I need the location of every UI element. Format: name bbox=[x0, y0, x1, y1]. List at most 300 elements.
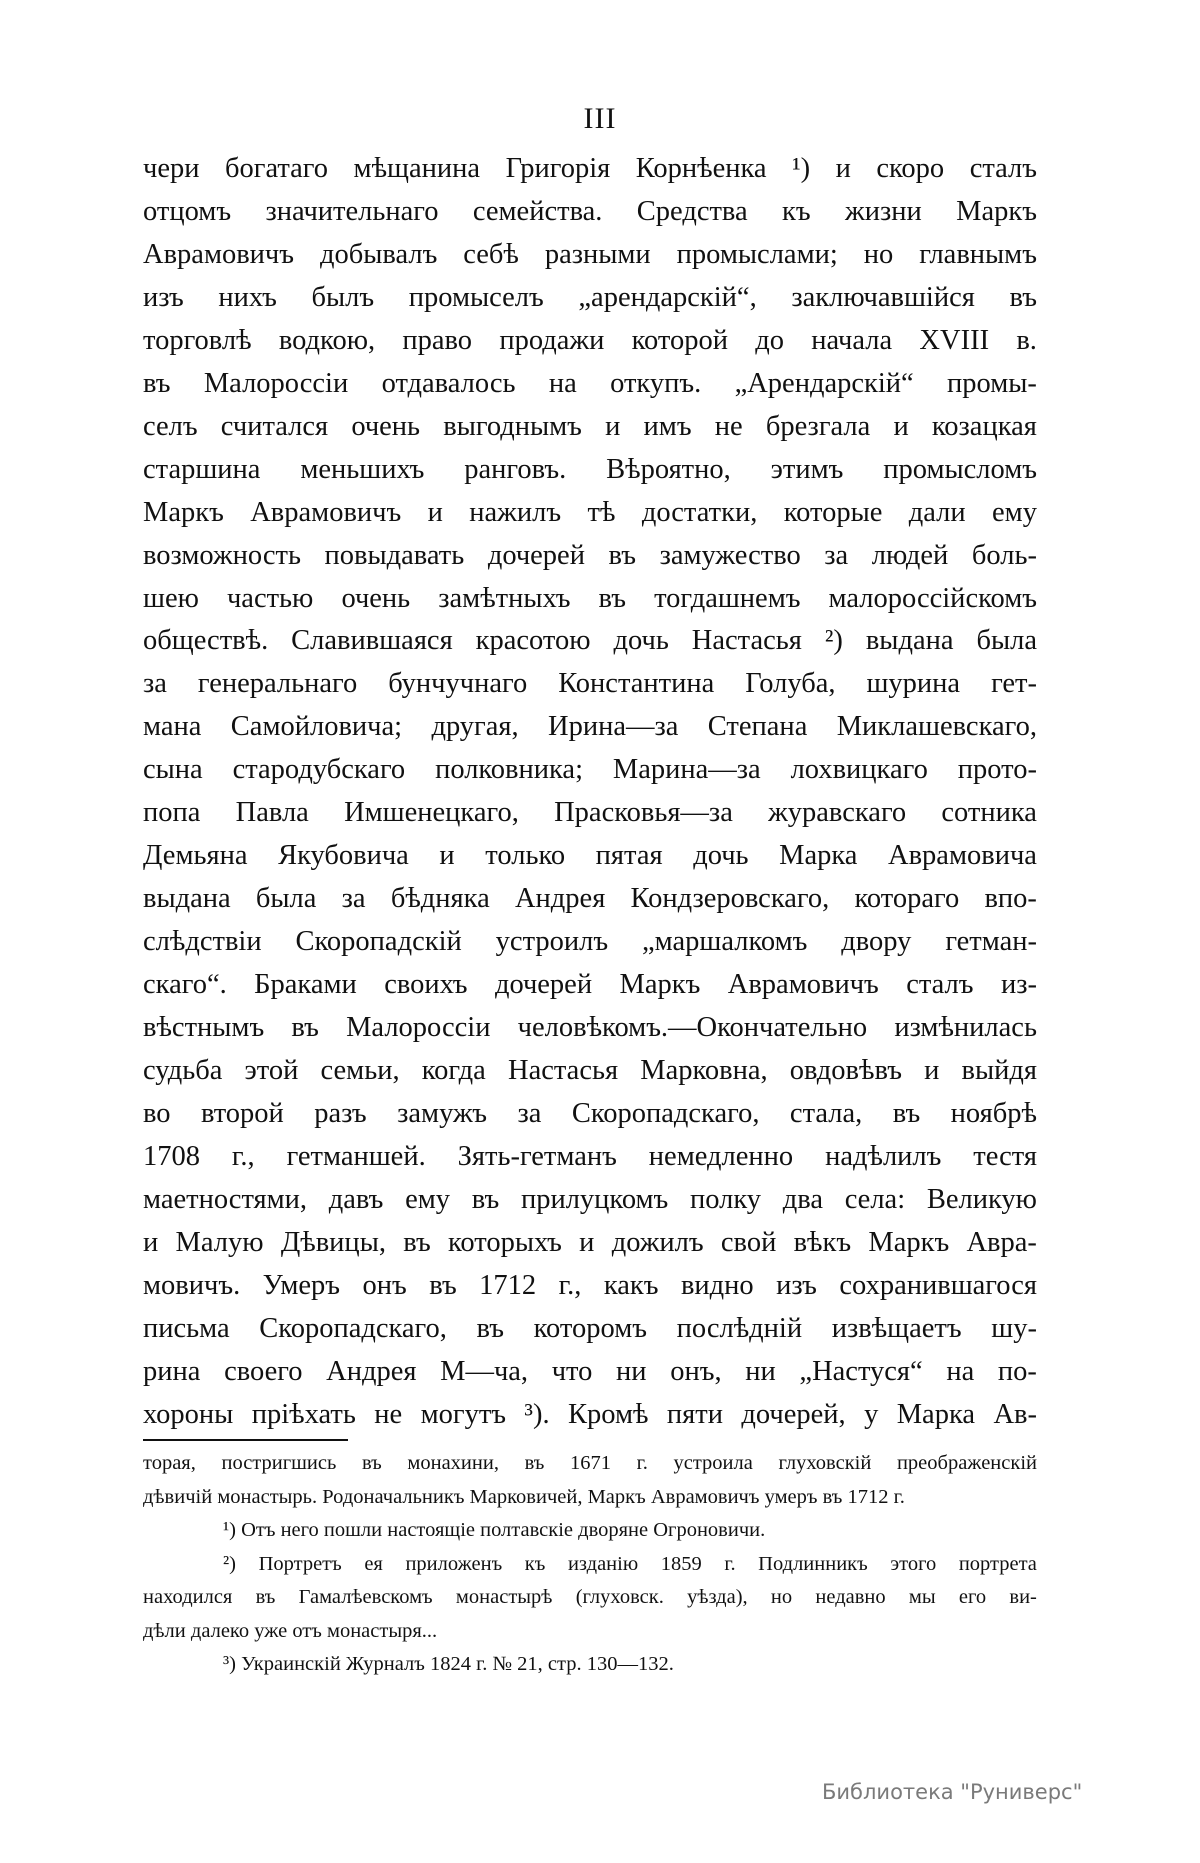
word: замѣтныхъ bbox=[438, 582, 571, 614]
word: своихъ bbox=[384, 969, 468, 1001]
word: в. bbox=[1016, 324, 1037, 356]
word: шу- bbox=[991, 1312, 1037, 1344]
word: Подлинникъ bbox=[758, 1552, 868, 1575]
word: извѣщаетъ bbox=[831, 1312, 962, 1344]
text-line bbox=[143, 1179, 1037, 1222]
word: скаго“. bbox=[143, 969, 227, 1001]
word: впо- bbox=[984, 883, 1037, 915]
word: до bbox=[755, 324, 785, 356]
word: сотника bbox=[941, 797, 1037, 829]
word: полку bbox=[690, 1183, 762, 1215]
word: Корнѣенка bbox=[635, 153, 767, 184]
word: жизни bbox=[845, 195, 922, 227]
word: Маркъ bbox=[143, 496, 224, 528]
word: „арендарскій“, bbox=[578, 281, 757, 313]
word: М—ча, bbox=[440, 1355, 529, 1387]
word: 1708 bbox=[143, 1140, 200, 1172]
word: видно bbox=[680, 1269, 754, 1301]
word: когда bbox=[421, 1055, 486, 1087]
word: дожилъ bbox=[611, 1226, 704, 1258]
word: не bbox=[714, 410, 743, 442]
word: обществѣ. bbox=[143, 625, 269, 657]
word: прилуцкомъ bbox=[520, 1183, 669, 1215]
word: XVIII bbox=[919, 324, 990, 356]
word: устроилъ bbox=[495, 926, 609, 958]
word: монахини, bbox=[407, 1452, 499, 1474]
word: въ bbox=[476, 1312, 505, 1344]
word: немедленно bbox=[648, 1140, 794, 1172]
word: Портретъ bbox=[258, 1552, 342, 1575]
word: ни bbox=[616, 1355, 647, 1387]
word: находился bbox=[143, 1586, 233, 1608]
word: повыдавать bbox=[324, 539, 465, 571]
text-line bbox=[143, 835, 1037, 878]
word: но bbox=[863, 238, 894, 270]
word: свой bbox=[720, 1226, 777, 1258]
word: судьба bbox=[143, 1055, 223, 1087]
word: журавскаго bbox=[768, 797, 907, 829]
word: ея bbox=[364, 1552, 383, 1575]
word: дали bbox=[908, 496, 966, 528]
word: Аврамовича bbox=[888, 840, 1037, 872]
word: 1712 bbox=[479, 1269, 537, 1301]
word: богатаго bbox=[225, 153, 329, 184]
word: Андрея bbox=[514, 883, 606, 915]
word: Браками bbox=[254, 969, 357, 1001]
word: изъ bbox=[143, 281, 184, 313]
word: ранговъ. bbox=[464, 453, 567, 485]
text-line bbox=[143, 878, 1037, 921]
footnotes bbox=[143, 1447, 1037, 1682]
word: боль- bbox=[971, 539, 1037, 571]
word: была bbox=[976, 625, 1037, 657]
word: Кромѣ bbox=[568, 1398, 649, 1430]
word: разъ bbox=[314, 1097, 367, 1129]
word: и bbox=[439, 840, 455, 872]
word: этого bbox=[890, 1552, 937, 1575]
word: Малую bbox=[175, 1226, 264, 1258]
word: Аврамовичъ bbox=[250, 496, 402, 528]
word: другая, bbox=[431, 711, 519, 743]
text-line bbox=[143, 191, 1037, 234]
word: за bbox=[341, 883, 366, 915]
word: право bbox=[402, 324, 473, 356]
word: ¹) bbox=[792, 153, 811, 184]
word: къ bbox=[524, 1552, 546, 1575]
text-line bbox=[143, 320, 1037, 363]
footnote-line: дѣвичій монастырь. Родоначальникъ Марковичей, Маркъ Аврамовичъ умеръ въ 1712 г. bbox=[143, 1485, 905, 1508]
word: Марка bbox=[779, 840, 858, 872]
word: частью bbox=[226, 582, 314, 614]
word: выдана bbox=[865, 625, 954, 657]
word: и bbox=[835, 153, 851, 184]
word: которые bbox=[783, 496, 883, 528]
text-line bbox=[143, 663, 1037, 706]
word: въ bbox=[524, 1452, 545, 1474]
word: нихъ bbox=[218, 281, 277, 313]
word: въ bbox=[608, 539, 637, 571]
word: сталъ bbox=[906, 969, 974, 1001]
word: семьи, bbox=[320, 1055, 400, 1087]
text-line bbox=[143, 1308, 1037, 1351]
word: рина bbox=[143, 1355, 201, 1387]
word: себѣ bbox=[463, 238, 519, 270]
word: Ав- bbox=[993, 1398, 1037, 1430]
word: вѣкъ bbox=[793, 1226, 852, 1258]
word: дочь bbox=[693, 840, 749, 872]
word: Гамалѣевскомъ bbox=[298, 1586, 433, 1608]
word: выгоднымъ bbox=[443, 410, 582, 442]
word: Прасковья—за bbox=[554, 797, 733, 829]
text-line bbox=[143, 792, 1037, 835]
word: и bbox=[893, 410, 909, 442]
word: въ bbox=[255, 1586, 276, 1608]
footnote-line: дѣли далеко уже отъ монастыря... bbox=[143, 1619, 438, 1642]
word: Павла bbox=[235, 797, 309, 829]
word: Якубовича bbox=[278, 840, 409, 872]
word: из- bbox=[1000, 969, 1037, 1001]
word: ему bbox=[992, 496, 1037, 528]
word: селъ bbox=[143, 410, 198, 442]
word: дочь bbox=[613, 625, 669, 657]
word: генеральнаго bbox=[197, 668, 358, 700]
word: г. bbox=[636, 1452, 648, 1474]
word: г. bbox=[724, 1552, 736, 1575]
word: замужество bbox=[659, 539, 801, 571]
word: отцомъ bbox=[143, 195, 232, 227]
word: Настасья bbox=[691, 625, 802, 657]
word: за bbox=[143, 668, 167, 700]
word: и bbox=[579, 1226, 595, 1258]
word: полковника; bbox=[435, 754, 584, 786]
word: этимъ bbox=[770, 453, 844, 485]
word: сына bbox=[143, 754, 203, 786]
word: козацкая bbox=[931, 410, 1037, 442]
word: въ bbox=[361, 1452, 382, 1474]
word: старшина bbox=[143, 453, 261, 485]
word: замужъ bbox=[397, 1097, 487, 1129]
word: Андрея bbox=[326, 1355, 417, 1387]
word: возможность bbox=[143, 539, 301, 571]
word: водкою, bbox=[278, 324, 376, 356]
word: людей bbox=[871, 539, 949, 571]
page-number: III bbox=[583, 102, 617, 135]
word: изданію bbox=[567, 1552, 639, 1575]
word: преображенскій bbox=[896, 1452, 1037, 1474]
word: г., bbox=[558, 1269, 582, 1301]
word: въ bbox=[143, 367, 171, 399]
word: скоро bbox=[876, 153, 945, 184]
word: послѣдній bbox=[676, 1312, 803, 1344]
word: малороссійскомъ bbox=[828, 582, 1037, 614]
word: красотою bbox=[475, 625, 591, 657]
word: ему bbox=[405, 1183, 451, 1215]
word: слѣдствіи bbox=[143, 926, 262, 958]
word: въ bbox=[892, 1097, 921, 1129]
text-line bbox=[143, 1136, 1037, 1179]
word: мѣщанина bbox=[353, 153, 481, 184]
word: которыхъ bbox=[447, 1226, 562, 1258]
word: дочерей, bbox=[741, 1398, 846, 1430]
text-line bbox=[143, 535, 1037, 578]
text-line bbox=[143, 277, 1037, 320]
word: въ bbox=[429, 1269, 457, 1301]
word: недавно bbox=[815, 1586, 886, 1608]
word: Славившаяся bbox=[291, 625, 453, 657]
word: Малороссіи bbox=[346, 1012, 491, 1044]
word: въ bbox=[291, 1012, 319, 1044]
word: не bbox=[374, 1398, 403, 1430]
word: Аврамовичъ bbox=[143, 238, 295, 270]
word: мовичъ. bbox=[143, 1269, 241, 1301]
word: своего bbox=[224, 1355, 303, 1387]
footnote-line bbox=[143, 1581, 1037, 1615]
word: но bbox=[770, 1586, 793, 1608]
word: гет- bbox=[991, 668, 1037, 700]
word: промы- bbox=[947, 367, 1037, 399]
word: Маркъ bbox=[868, 1226, 950, 1258]
word: хороны bbox=[143, 1398, 234, 1430]
word: гетманшей. bbox=[286, 1140, 426, 1172]
word: Средства bbox=[636, 195, 748, 227]
word: Григорія bbox=[505, 153, 611, 184]
word: Скоропадскаго, bbox=[259, 1312, 447, 1344]
text-line bbox=[143, 749, 1037, 792]
word: отдавалось bbox=[381, 367, 516, 399]
word: на bbox=[946, 1355, 975, 1387]
word: мана bbox=[143, 711, 202, 743]
word: ²) bbox=[824, 625, 843, 657]
word: Имшенецкаго, bbox=[344, 797, 519, 829]
word: пріѣхать bbox=[251, 1398, 356, 1430]
word: уѣзда), bbox=[687, 1586, 748, 1608]
word: Настасья bbox=[507, 1055, 619, 1087]
word: имъ bbox=[643, 410, 692, 442]
word: Умеръ bbox=[262, 1269, 341, 1301]
word: мы bbox=[908, 1586, 936, 1608]
word: Марина—за bbox=[612, 754, 761, 786]
word: Вѣроятно, bbox=[606, 453, 731, 485]
word: ни bbox=[745, 1355, 776, 1387]
word: и bbox=[924, 1055, 940, 1087]
word: Степана bbox=[707, 711, 808, 743]
word: стародубскаго bbox=[232, 754, 406, 786]
word: Малороссіи bbox=[203, 367, 349, 399]
word: значительнаго bbox=[265, 195, 439, 227]
text-line bbox=[143, 1050, 1037, 1093]
word: на bbox=[548, 367, 577, 399]
body-text bbox=[143, 148, 1037, 1437]
word: Скоропадскаго, bbox=[571, 1097, 760, 1129]
text-line bbox=[143, 1265, 1037, 1308]
word: онъ, bbox=[670, 1355, 722, 1387]
word: Константина bbox=[558, 668, 715, 700]
word: Авра- bbox=[966, 1226, 1037, 1258]
word: Марка bbox=[896, 1398, 976, 1430]
text-line bbox=[143, 578, 1037, 621]
word: въ bbox=[598, 582, 627, 614]
word: Голуба, bbox=[745, 668, 836, 700]
text-line bbox=[143, 620, 1037, 663]
word: шурина bbox=[866, 668, 961, 700]
word: этой bbox=[244, 1055, 299, 1087]
word: семейства. bbox=[472, 195, 603, 227]
text-line bbox=[143, 1394, 1037, 1437]
word: очень bbox=[351, 410, 421, 442]
text-line bbox=[143, 1351, 1037, 1394]
word: торговлѣ bbox=[143, 324, 252, 356]
word: его bbox=[958, 1586, 987, 1608]
word: тестя bbox=[973, 1140, 1037, 1172]
word: продажи bbox=[499, 324, 605, 356]
word: выдана bbox=[143, 883, 231, 915]
word: лохвицкаго bbox=[790, 754, 928, 786]
word: промыслами; bbox=[676, 238, 838, 270]
footnote-line: ³) Украинскій Журналъ 1824 г. № 21, стр. 130—132. bbox=[223, 1653, 674, 1675]
word: вѣстнымъ bbox=[143, 1012, 265, 1044]
word: 1671 bbox=[570, 1452, 611, 1474]
word: главнымъ bbox=[919, 238, 1037, 270]
word: приложенъ bbox=[405, 1552, 503, 1575]
text-line bbox=[143, 449, 1037, 492]
word: глуховскій bbox=[778, 1452, 872, 1474]
word: Зять-гетманъ bbox=[457, 1140, 617, 1172]
word: Миклашевскаго, bbox=[836, 711, 1037, 743]
word: былъ bbox=[311, 281, 375, 313]
word: Ирина—за bbox=[548, 711, 679, 743]
word: пятая bbox=[595, 840, 663, 872]
word: могутъ bbox=[420, 1398, 507, 1430]
word: попа bbox=[143, 797, 201, 829]
word: устроила bbox=[673, 1452, 753, 1474]
word: „маршалкомъ bbox=[642, 926, 808, 958]
word: Кондзеровскаго, bbox=[630, 883, 830, 915]
word: маетностями, bbox=[143, 1183, 308, 1215]
word: тогдашнемъ bbox=[654, 582, 801, 614]
footnote-divider bbox=[143, 1439, 348, 1441]
text-line bbox=[143, 234, 1037, 277]
word: по- bbox=[997, 1355, 1037, 1387]
word: села: bbox=[844, 1183, 906, 1215]
word: у bbox=[864, 1398, 879, 1430]
word: торая, bbox=[143, 1452, 196, 1474]
word: второй bbox=[200, 1097, 284, 1129]
word: во bbox=[143, 1097, 171, 1129]
word: бѣдняка bbox=[390, 883, 490, 915]
footnote-line bbox=[143, 1548, 1037, 1582]
word: промыселъ bbox=[408, 281, 544, 313]
word: Маркъ bbox=[619, 969, 701, 1001]
word: изъ bbox=[776, 1269, 817, 1301]
word: г., bbox=[231, 1140, 255, 1172]
word: и bbox=[605, 410, 621, 442]
word: къ bbox=[782, 195, 811, 227]
word: (глуховск. bbox=[575, 1586, 664, 1608]
word: монастырѣ bbox=[455, 1586, 553, 1608]
word: считался bbox=[220, 410, 329, 442]
word: очень bbox=[341, 582, 411, 614]
word: „Арендарскій“ bbox=[734, 367, 914, 399]
word: дочерей bbox=[494, 969, 593, 1001]
text-line bbox=[143, 148, 1037, 191]
text-line bbox=[143, 406, 1037, 449]
word: сохранившагося bbox=[839, 1269, 1037, 1301]
text-line bbox=[143, 363, 1037, 406]
word: брезгала bbox=[765, 410, 871, 442]
word: Самойловича; bbox=[230, 711, 403, 743]
word: шею bbox=[143, 582, 199, 614]
text-line bbox=[143, 706, 1037, 749]
word: добывалъ bbox=[319, 238, 438, 270]
word: Маркъ bbox=[956, 195, 1037, 227]
word: разными bbox=[544, 238, 651, 270]
word: Марковна, bbox=[640, 1055, 768, 1087]
word: въ bbox=[1009, 281, 1037, 313]
text-line bbox=[143, 1093, 1037, 1136]
word: постригшись bbox=[221, 1452, 337, 1474]
word: измѣнилась bbox=[894, 1012, 1037, 1044]
word: какъ bbox=[603, 1269, 659, 1301]
word: бунчучнаго bbox=[388, 668, 528, 700]
word: ²) bbox=[223, 1552, 236, 1575]
word: и bbox=[427, 496, 443, 528]
word: чери bbox=[143, 153, 200, 184]
word: дочерей bbox=[487, 539, 585, 571]
word: за bbox=[517, 1097, 542, 1129]
word: выйдя bbox=[961, 1055, 1037, 1087]
word: давъ bbox=[328, 1183, 384, 1215]
word: Дѣвицы, bbox=[280, 1226, 386, 1258]
word: гетман- bbox=[945, 926, 1037, 958]
word: меньшихъ bbox=[300, 453, 425, 485]
word: тѣ bbox=[587, 496, 616, 528]
word: въ bbox=[403, 1226, 431, 1258]
word: промысломъ bbox=[883, 453, 1037, 485]
word: надѣлилъ bbox=[825, 1140, 942, 1172]
word: начала bbox=[811, 324, 893, 356]
word: Скоропадскій bbox=[295, 926, 462, 958]
word: только bbox=[485, 840, 566, 872]
word: стала, bbox=[789, 1097, 863, 1129]
footnote-line bbox=[143, 1447, 1037, 1481]
word: откупъ. bbox=[610, 367, 702, 399]
word: ³). bbox=[524, 1398, 550, 1430]
word: нажилъ bbox=[469, 496, 562, 528]
word: человѣкомъ.—Окончательно bbox=[517, 1012, 868, 1044]
word: овдовѣвъ bbox=[789, 1055, 902, 1087]
word: письма bbox=[143, 1312, 230, 1344]
text-line bbox=[143, 921, 1037, 964]
word: 1859 bbox=[660, 1552, 702, 1575]
word: и bbox=[143, 1226, 159, 1258]
word: Демьяна bbox=[143, 840, 248, 872]
word: портрета bbox=[958, 1552, 1037, 1575]
word: Великую bbox=[926, 1183, 1037, 1215]
word: ви- bbox=[1009, 1586, 1037, 1608]
word: достатки, bbox=[641, 496, 758, 528]
word: прото- bbox=[957, 754, 1037, 786]
word: двору bbox=[841, 926, 912, 958]
word: пяти bbox=[666, 1398, 723, 1430]
word: „Настуся“ bbox=[799, 1355, 923, 1387]
word: что bbox=[551, 1355, 593, 1387]
word: два bbox=[782, 1183, 823, 1215]
word: за bbox=[824, 539, 849, 571]
word: сталъ bbox=[969, 153, 1037, 184]
text-line bbox=[143, 492, 1037, 535]
word: которомъ bbox=[533, 1312, 647, 1344]
text-line bbox=[143, 1007, 1037, 1050]
